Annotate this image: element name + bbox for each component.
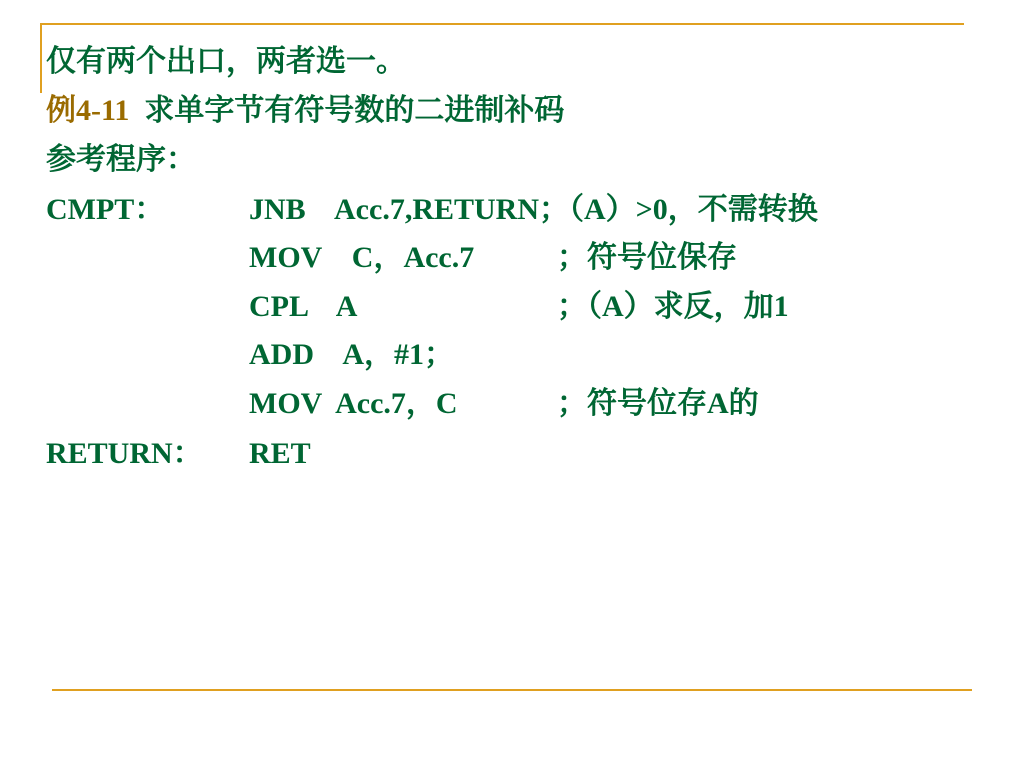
example-heading bbox=[46, 93, 564, 129]
code-comment-2: ；符号位保存 bbox=[557, 241, 737, 274]
code-instruction-4: ADD A，#1； bbox=[249, 338, 455, 371]
code-instruction-1: JNB Acc.7,RETURN；（A）>0，不需转换 bbox=[249, 193, 818, 226]
reference-program-heading: 参考程序： bbox=[46, 143, 196, 176]
example-label: 例4-11 bbox=[46, 94, 130, 127]
code-comment-5: ；符号位存A的 bbox=[557, 387, 759, 420]
intro-line: 仅有两个出口，两者选一。 bbox=[46, 45, 406, 78]
left-rule bbox=[40, 23, 42, 93]
code-instruction-6: RET bbox=[249, 437, 311, 470]
example-title: 求单字节有符号数的二进制补码 bbox=[129, 94, 565, 127]
code-instruction-5: MOV Acc.7，C bbox=[249, 387, 458, 420]
code-instruction-2: MOV C，Acc.7 bbox=[249, 241, 475, 274]
code-label-cmpt: CMPT： bbox=[46, 193, 165, 226]
bottom-rule bbox=[52, 689, 972, 691]
code-instruction-3: CPL A bbox=[249, 290, 358, 323]
top-rule bbox=[40, 23, 964, 25]
code-comment-3: ；（A）求反，加1 bbox=[557, 290, 789, 323]
code-label-return: RETURN： bbox=[46, 437, 203, 470]
